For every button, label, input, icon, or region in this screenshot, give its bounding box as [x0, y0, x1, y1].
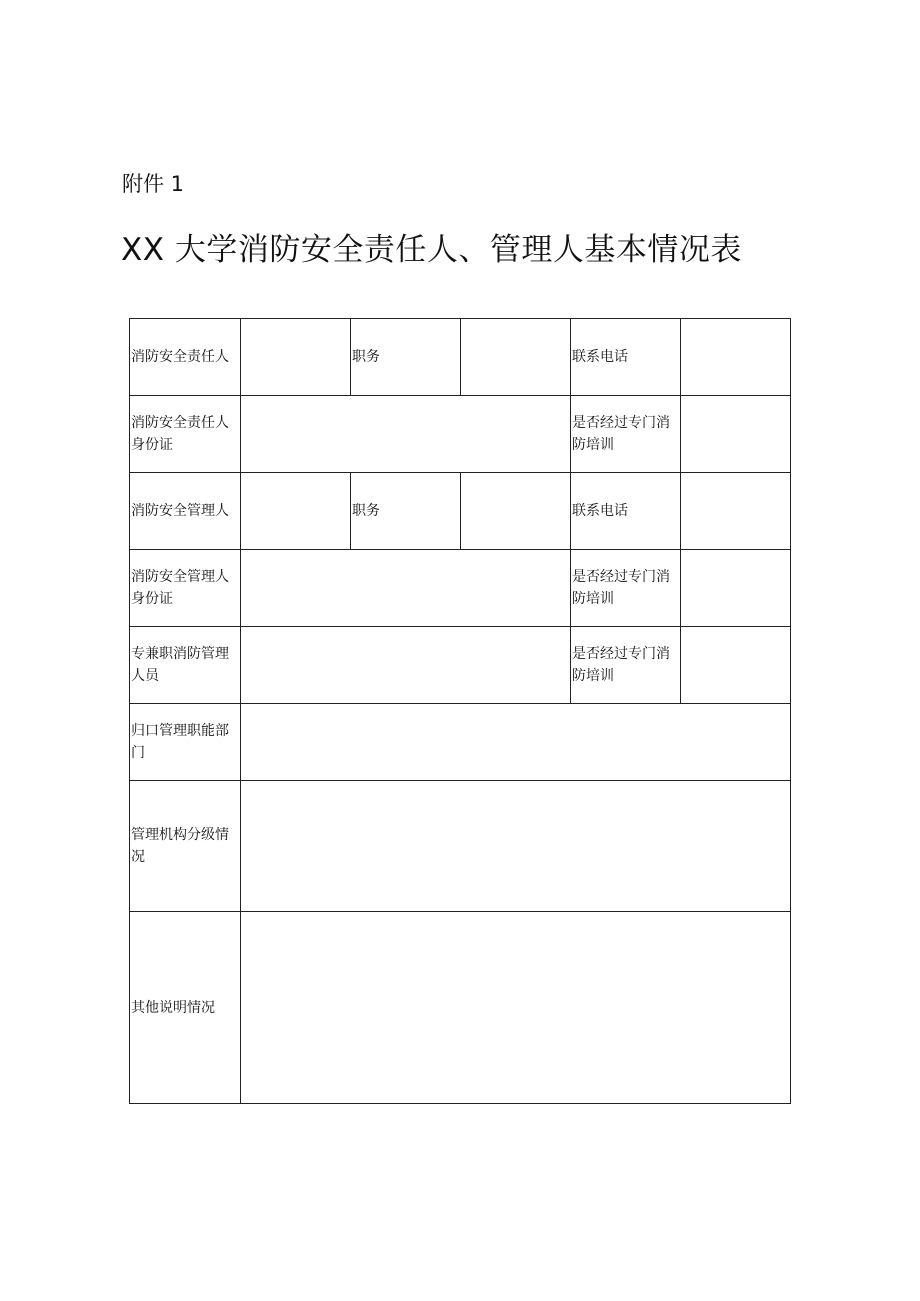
attachment-label: 附件 1	[122, 172, 185, 196]
table-row	[130, 396, 791, 473]
label-position: 职务	[351, 473, 461, 550]
label-fulltime-staff: 专兼职消防管理人员	[130, 627, 241, 704]
input-manager-position[interactable]	[461, 473, 571, 550]
input-responsible-position[interactable]	[461, 319, 571, 396]
table-row	[130, 781, 791, 912]
label-phone: 联系电话	[571, 319, 681, 396]
table-row	[130, 473, 791, 550]
table-row	[130, 627, 791, 704]
input-responsible-trained[interactable]	[681, 396, 791, 473]
input-manager-phone[interactable]	[681, 473, 791, 550]
input-responsible-phone[interactable]	[681, 319, 791, 396]
label-manager-person: 消防安全管理人	[130, 473, 241, 550]
label-responsible-person: 消防安全责任人	[130, 319, 241, 396]
input-manager-id[interactable]	[241, 550, 571, 627]
table-row	[130, 704, 791, 781]
table-row	[130, 319, 791, 396]
label-manager-id: 消防安全管理人身份证	[130, 550, 241, 627]
input-manager-person[interactable]	[241, 473, 351, 550]
label-other-notes: 其他说明情况	[130, 912, 241, 1104]
input-responsible-id[interactable]	[241, 396, 571, 473]
table-row	[130, 912, 791, 1104]
label-trained: 是否经过专门消防培训	[571, 396, 681, 473]
label-position: 职务	[351, 319, 461, 396]
page-title: XX 大学消防安全责任人、管理人基本情况表	[121, 232, 742, 268]
label-dept: 归口管理职能部门	[130, 704, 241, 781]
table-row	[130, 550, 791, 627]
input-dept[interactable]	[241, 704, 791, 781]
label-responsible-id: 消防安全责任人身份证	[130, 396, 241, 473]
input-responsible-person[interactable]	[241, 319, 351, 396]
label-trained: 是否经过专门消防培训	[571, 550, 681, 627]
input-staff-trained[interactable]	[681, 627, 791, 704]
input-org-levels[interactable]	[241, 781, 791, 912]
label-org-levels: 管理机构分级情况	[130, 781, 241, 912]
info-table	[129, 318, 791, 1104]
input-fulltime-staff[interactable]	[241, 627, 571, 704]
label-trained: 是否经过专门消防培训	[571, 627, 681, 704]
label-phone: 联系电话	[571, 473, 681, 550]
input-manager-trained[interactable]	[681, 550, 791, 627]
input-other-notes[interactable]	[241, 912, 791, 1104]
